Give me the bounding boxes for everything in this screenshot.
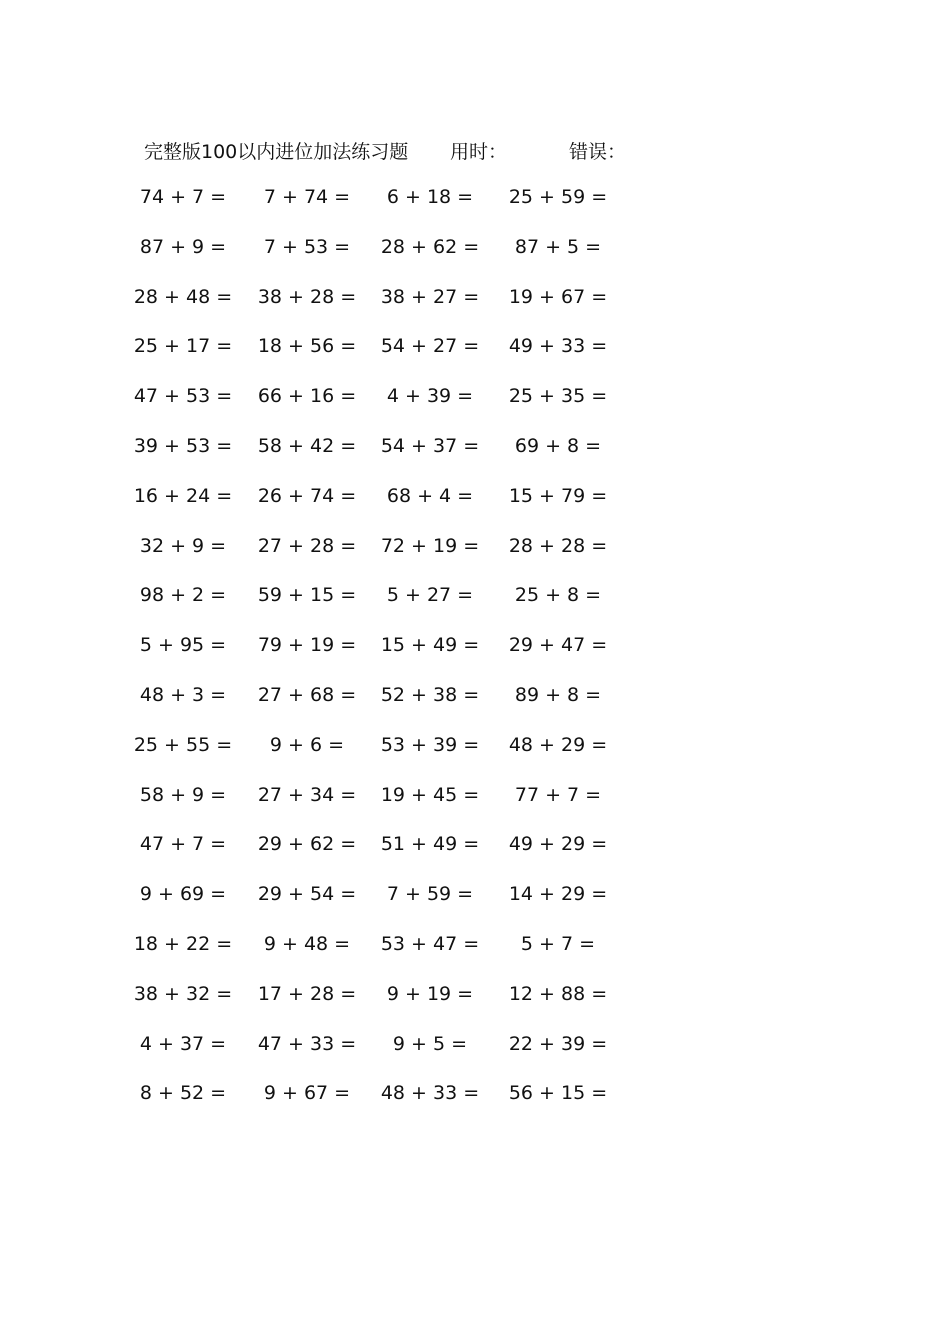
addition-problem: 72 + 19 =	[380, 534, 480, 557]
addition-problem: 16 + 24 =	[133, 484, 233, 507]
addition-problem: 54 + 37 =	[380, 435, 480, 457]
addition-problem: 9 + 19 =	[386, 982, 474, 1005]
problem-row	[0, 186, 950, 214]
addition-problem: 9 + 6 =	[269, 733, 345, 756]
addition-problem: 9 + 5 =	[392, 1032, 468, 1055]
addition-problem: 58 + 42 =	[257, 435, 357, 457]
addition-problem: 5 + 27 =	[386, 584, 474, 607]
addition-problem: 5 + 7 =	[520, 933, 596, 955]
addition-problem: 59 + 15 =	[257, 584, 357, 607]
addition-problem: 79 + 19 =	[257, 634, 357, 657]
problem-row	[0, 684, 950, 712]
addition-problem: 58 + 9 =	[139, 783, 227, 806]
addition-problem: 53 + 39 =	[380, 733, 480, 756]
addition-problem: 6 + 18 =	[386, 186, 474, 208]
problem-row	[0, 983, 950, 1011]
problem-row	[0, 1033, 950, 1061]
addition-problem: 25 + 35 =	[508, 385, 608, 408]
problem-row	[0, 833, 950, 861]
problem-row	[0, 535, 950, 563]
addition-problem: 89 + 8 =	[514, 684, 602, 706]
addition-problem: 68 + 4 =	[386, 484, 474, 507]
addition-problem: 25 + 55 =	[133, 733, 233, 756]
problem-row	[0, 485, 950, 513]
addition-problem: 39 + 53 =	[133, 435, 233, 457]
addition-problem: 49 + 29 =	[508, 833, 608, 856]
addition-problem: 66 + 16 =	[257, 385, 357, 408]
error-label: 错误：	[569, 141, 627, 163]
addition-problem: 9 + 67 =	[263, 1082, 351, 1105]
addition-problem: 69 + 8 =	[514, 435, 602, 457]
addition-problem: 25 + 59 =	[508, 186, 608, 208]
addition-problem: 29 + 54 =	[257, 883, 357, 906]
addition-problem: 4 + 37 =	[139, 1032, 227, 1055]
addition-problem: 17 + 28 =	[257, 982, 357, 1005]
addition-problem: 47 + 33 =	[257, 1032, 357, 1055]
problem-row	[0, 335, 950, 363]
addition-problem: 26 + 74 =	[257, 484, 357, 507]
addition-problem: 51 + 49 =	[380, 833, 480, 856]
problem-row	[0, 286, 950, 314]
addition-problem: 47 + 7 =	[139, 833, 227, 856]
addition-problem: 38 + 28 =	[257, 285, 357, 308]
problem-row	[0, 883, 950, 911]
addition-problem: 9 + 69 =	[139, 883, 227, 906]
problem-row	[0, 236, 950, 264]
time-label: 用时：	[450, 141, 508, 163]
addition-problem: 87 + 5 =	[514, 235, 602, 258]
addition-problem: 14 + 29 =	[508, 883, 608, 906]
addition-problem: 18 + 22 =	[133, 933, 233, 955]
problem-row	[0, 634, 950, 662]
addition-problem: 48 + 33 =	[380, 1082, 480, 1105]
addition-problem: 77 + 7 =	[514, 783, 602, 806]
addition-problem: 4 + 39 =	[386, 385, 474, 408]
addition-problem: 29 + 47 =	[508, 634, 608, 657]
addition-problem: 22 + 39 =	[508, 1032, 608, 1055]
addition-problem: 7 + 53 =	[263, 235, 351, 258]
problem-row	[0, 734, 950, 762]
addition-problem: 38 + 32 =	[133, 982, 233, 1005]
addition-problem: 48 + 29 =	[508, 733, 608, 756]
addition-problem: 15 + 49 =	[380, 634, 480, 657]
addition-problem: 38 + 27 =	[380, 285, 480, 308]
addition-problem: 29 + 62 =	[257, 833, 357, 856]
addition-problem: 74 + 7 =	[139, 186, 227, 208]
addition-problem: 87 + 9 =	[139, 235, 227, 258]
addition-problem: 49 + 33 =	[508, 335, 608, 358]
addition-problem: 32 + 9 =	[139, 534, 227, 557]
addition-problem: 27 + 68 =	[257, 684, 357, 706]
addition-problem: 15 + 79 =	[508, 484, 608, 507]
addition-problem: 5 + 95 =	[139, 634, 227, 657]
addition-problem: 8 + 52 =	[139, 1082, 227, 1105]
addition-problem: 47 + 53 =	[133, 385, 233, 408]
addition-problem: 48 + 3 =	[139, 684, 227, 706]
addition-problem: 19 + 67 =	[508, 285, 608, 308]
addition-problem: 28 + 48 =	[133, 285, 233, 308]
problem-row	[0, 933, 950, 961]
problem-row	[0, 784, 950, 812]
addition-problem: 12 + 88 =	[508, 982, 608, 1005]
addition-problem: 19 + 45 =	[380, 783, 480, 806]
worksheet-title: 完整版100以内进位加法练习题	[144, 141, 409, 163]
addition-problem: 27 + 34 =	[257, 783, 357, 806]
addition-problem: 53 + 47 =	[380, 933, 480, 955]
addition-problem: 25 + 8 =	[514, 584, 602, 607]
problem-row	[0, 385, 950, 413]
problem-row	[0, 435, 950, 463]
addition-problem: 9 + 48 =	[263, 933, 351, 955]
addition-problem: 7 + 59 =	[386, 883, 474, 906]
addition-problem: 18 + 56 =	[257, 335, 357, 358]
addition-problem: 25 + 17 =	[133, 335, 233, 358]
addition-problem: 27 + 28 =	[257, 534, 357, 557]
problem-row	[0, 584, 950, 612]
addition-problem: 28 + 62 =	[380, 235, 480, 258]
problem-row	[0, 1082, 950, 1110]
addition-problem: 52 + 38 =	[380, 684, 480, 706]
addition-problem: 54 + 27 =	[380, 335, 480, 358]
addition-problem: 56 + 15 =	[508, 1082, 608, 1105]
addition-problem: 28 + 28 =	[508, 534, 608, 557]
addition-problem: 7 + 74 =	[263, 186, 351, 208]
addition-problem: 98 + 2 =	[139, 584, 227, 607]
